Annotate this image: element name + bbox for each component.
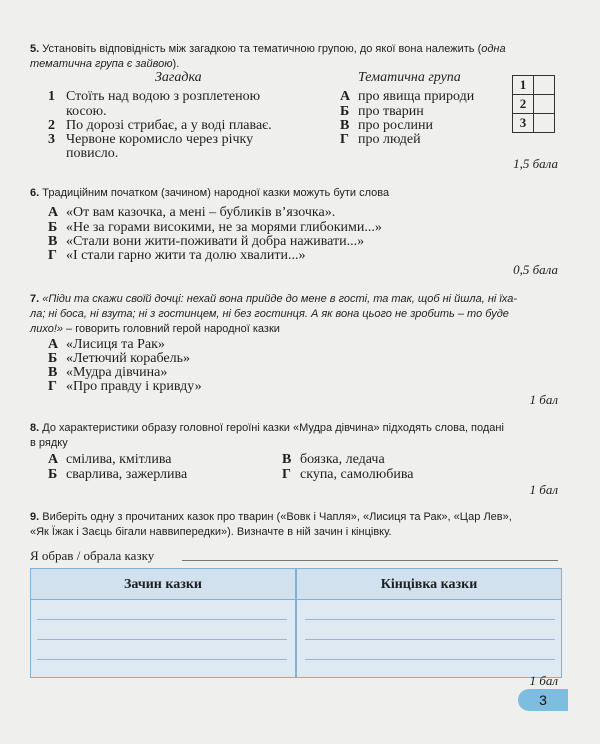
q5-grid-cell[interactable]	[534, 76, 555, 95]
q8-prompt-line1: До характеристики образу головної героїні казки «Мудра дівчина» підходять слова, подані	[42, 422, 504, 434]
q6-score: 0,5 бала	[513, 262, 558, 277]
q5-answer-grid	[512, 75, 555, 133]
q7-quote-line1: «Піди та скажи своїй дочці: нехай вона прийде до мене в гості, та так, щоб ні йшла, ні їха-	[42, 293, 518, 305]
q9-end-line[interactable]	[305, 639, 555, 640]
q7-quote-line2: ла; ні боса, ні взута; ні з гостинцем, ні без гостинця. А як вона цього не зробить – то буде	[30, 308, 509, 320]
q5-grid-label-2: 2	[513, 95, 534, 114]
q5-riddle-3-cont: повисло.	[66, 146, 119, 161]
q5-group-a-text: про явища природи	[358, 89, 475, 104]
q5-grid-cell[interactable]	[534, 95, 555, 114]
q5-group-a	[340, 89, 474, 105]
q5-group-c-letter: В	[340, 118, 350, 133]
q8-option-c[interactable]	[282, 452, 385, 468]
q5-group-b-letter: Б	[340, 104, 350, 119]
q5-riddle-3-num: 3	[48, 132, 55, 147]
q7-option-c-letter: В	[48, 365, 58, 380]
q5-col-group: Тематична група	[358, 70, 461, 85]
q9-prompt	[30, 510, 560, 540]
q5-grid-label-3: 3	[513, 114, 534, 133]
q5-riddle-2-num: 2	[48, 118, 55, 133]
q9-col-start: Зачин казки	[124, 577, 202, 592]
q8-option-b[interactable]	[48, 467, 187, 483]
q6-option-b-letter: Б	[48, 220, 58, 235]
q6-option-c-text: «Стали вони жити-поживати й добра наживати...»	[66, 234, 365, 249]
q8-option-d-text: скупа, самолюбива	[300, 467, 414, 482]
q6-option-d-text: «І стали гарно жити та долю хвалити...»	[66, 248, 306, 263]
q5-col-riddle: Загадка	[155, 70, 202, 85]
q5-number: 5.	[30, 43, 40, 55]
q5-riddle-1-line1: Стоїть над водою з розплетеною	[66, 89, 261, 104]
q8-option-a[interactable]	[48, 452, 172, 468]
q8-option-c-letter: В	[282, 452, 292, 467]
q5-group-d-text: про людей	[358, 132, 421, 147]
q8-option-b-text: сварлива, зажерлива	[66, 467, 188, 482]
q5-riddle-2-line1: По дорозі стрибає, а у воді плаває.	[66, 118, 272, 133]
q8-prompt	[30, 421, 560, 451]
q7-score: 1 бал	[529, 392, 558, 407]
q7-option-d-text: «Про правду і кривду»	[66, 379, 202, 394]
q5-prompt-end: ).	[172, 58, 180, 70]
q5-riddle-1-cont: косою.	[66, 104, 107, 119]
q5-group-c-text: про рослини	[358, 118, 434, 133]
q9-start-line[interactable]	[37, 659, 287, 660]
q9-col-end: Кінцівка казки	[380, 577, 478, 592]
q5-grid-label-1: 1	[513, 76, 534, 95]
q6-option-a-text: «От вам казочка, а мені – бубликів в’язочка».	[66, 205, 336, 220]
q6-option-c-letter: В	[48, 234, 58, 249]
q6-option-d-letter: Г	[48, 248, 57, 263]
q5-grid-cell[interactable]	[534, 114, 555, 133]
q7-number: 7.	[30, 293, 40, 305]
q8-prompt-line2: в рядку	[30, 437, 68, 449]
q9-end-line[interactable]	[305, 659, 555, 660]
q8-option-d-letter: Г	[282, 467, 291, 482]
q7-option-b-letter: Б	[48, 351, 58, 366]
q7-option-a-letter: А	[48, 337, 59, 352]
q9-prompt-line1: Виберіть одну з прочитаних казок про тварин («Вовк і Чапля», «Лисиця та Рак», «Цар Лев»,	[42, 511, 512, 523]
q7-prompt	[30, 292, 560, 337]
q7-option-d-letter: Г	[48, 379, 57, 394]
q7-option-a-text: «Лисиця та Рак»	[66, 337, 165, 352]
q9-chose-label: Я обрав / обрала казку	[30, 548, 155, 563]
q5-group-a-letter: А	[340, 89, 351, 104]
q6-option-b-text: «Не за горами високими, не за морями глибокими...»	[66, 220, 382, 235]
q8-option-a-text: смілива, кмітлива	[66, 452, 172, 467]
q5-score: 1,5 бала	[513, 156, 558, 171]
q7-option-d[interactable]	[48, 379, 202, 395]
q5-riddle-3-line1: Червоне коромисло через річку	[66, 132, 254, 147]
q9-end-line[interactable]	[305, 619, 555, 620]
q7-quote-line3: лихо!»	[30, 323, 63, 335]
q9-prompt-line2: «Як Їжак і Заєць бігали наввипередки»). Визначте в ній зачин і кінцівку.	[30, 526, 392, 538]
q8-option-d[interactable]	[282, 467, 414, 483]
q6-prompt	[30, 186, 560, 201]
q6-prompt-text: Традиційним початком (зачином) народної казки можуть бути слова	[42, 187, 390, 199]
page-number: 3	[518, 689, 568, 711]
q7-prompt-end: – говорить головний герой народної казки	[63, 323, 280, 335]
q8-option-c-text: боязка, ледача	[300, 452, 385, 467]
q8-score: 1 бал	[529, 482, 558, 497]
q8-option-b-letter: Б	[48, 467, 58, 482]
q9-start-line[interactable]	[37, 639, 287, 640]
q9-number: 9.	[30, 511, 40, 523]
q9-chose-answer-line[interactable]	[182, 560, 558, 561]
q6-option-d[interactable]	[48, 248, 305, 264]
q5-prompt-italic: одна тематична група є зайвою	[30, 43, 506, 70]
q5-riddle-1-num: 1	[48, 89, 55, 104]
q6-option-a-letter: А	[48, 205, 59, 220]
q7-option-b-text: «Летючий корабель»	[66, 351, 191, 366]
q5-prompt-text: Установіть відповідність між загадкою та тематичною групою, до якої вона належить (	[42, 43, 482, 55]
q9-score: 1 бал	[529, 673, 558, 688]
q8-option-a-letter: А	[48, 452, 59, 467]
q9-answer-table	[30, 568, 562, 678]
q5-riddle-1	[48, 89, 260, 105]
q6-number: 6.	[30, 187, 40, 199]
q5-group-d-letter: Г	[340, 132, 349, 147]
q8-number: 8.	[30, 422, 40, 434]
q6-option-a[interactable]	[48, 205, 335, 221]
q5-group-d	[340, 132, 421, 148]
q7-option-c-text: «Мудра дівчина»	[66, 365, 168, 380]
q9-start-line[interactable]	[37, 619, 287, 620]
q5-group-b-text: про тварин	[358, 104, 424, 119]
q5-prompt	[30, 42, 560, 72]
